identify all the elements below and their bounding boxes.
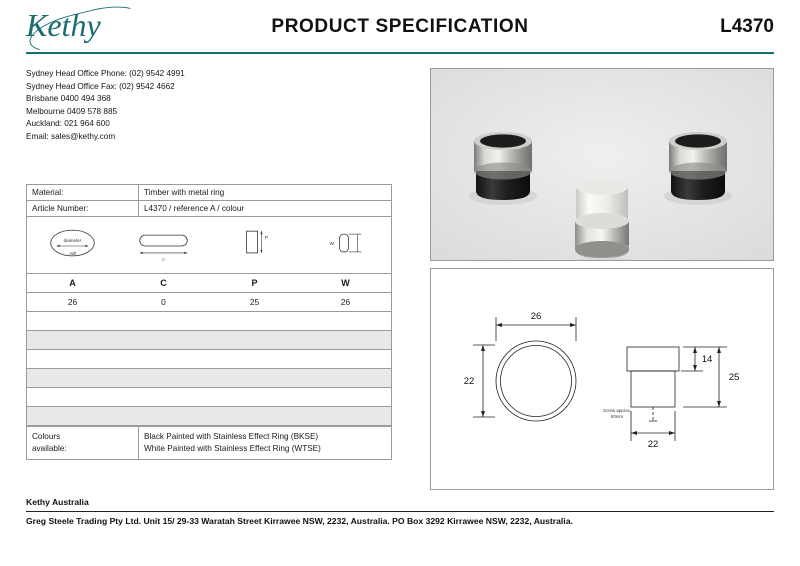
table-row-article-number xyxy=(27,201,391,217)
svg-text:W: W xyxy=(329,242,334,247)
table-row-material xyxy=(27,185,391,201)
material-value: Timber with metal ring xyxy=(144,188,225,197)
dimension-header-a: A xyxy=(69,278,76,288)
colours-label xyxy=(27,427,139,459)
logo-text: Kethy xyxy=(26,7,101,43)
table-row xyxy=(27,350,391,369)
product-photo-panel xyxy=(430,68,774,261)
contact-details xyxy=(26,68,356,144)
table-row-colours xyxy=(27,426,391,459)
dimension-header-c: C xyxy=(160,278,167,288)
technical-drawing-panel xyxy=(430,268,774,490)
contact-line: Auckland: 021 964 600 xyxy=(26,119,110,129)
cell-a: 26 xyxy=(67,297,78,307)
article-number-label: Article Number: xyxy=(27,201,139,216)
diameter-icon xyxy=(27,217,118,273)
table-row xyxy=(27,312,391,331)
dimension-icon-row xyxy=(27,217,391,274)
width-icon xyxy=(300,217,391,273)
contact-line: Sydney Head Office Phone: (02) 9542 4991 xyxy=(26,69,185,78)
dim-bottom-width: 22 xyxy=(647,439,659,450)
material-label: Material: xyxy=(27,185,139,200)
page-title: PRODUCT SPECIFICATION xyxy=(271,16,529,37)
page-header xyxy=(0,0,800,56)
technical-drawing xyxy=(431,269,773,489)
screw-note-line1: Screw approx. xyxy=(602,408,632,413)
dim-side-height: 14 xyxy=(701,354,713,365)
svg-text:diameter: diameter xyxy=(63,238,82,244)
dimension-header-p: P xyxy=(251,278,258,288)
dimension-header-w: W xyxy=(341,278,350,288)
svg-text:P: P xyxy=(264,236,269,242)
contact-line: Brisbane 0400 494 368 xyxy=(26,94,111,104)
contact-line: Melbourne 0409 578 885 xyxy=(26,106,118,116)
specification-table xyxy=(26,184,392,460)
table-row xyxy=(27,293,391,312)
dimension-header-row xyxy=(27,274,391,293)
product-code: L4370 xyxy=(720,16,774,37)
svg-text:AØ: AØ xyxy=(69,251,76,257)
screw-note-line2: 50mm xyxy=(610,414,624,419)
projection-icon xyxy=(209,217,300,273)
length-icon xyxy=(118,217,209,273)
colour-option-wtse: White Painted with Stainless Effect Ring (WTSE) xyxy=(144,444,321,453)
colours-value xyxy=(139,427,391,459)
product-photo xyxy=(431,69,773,260)
dim-top-width: 26 xyxy=(530,311,542,322)
table-row xyxy=(27,388,391,407)
table-row xyxy=(27,331,391,350)
cell-c: 0 xyxy=(161,297,166,307)
cell-p: 25 xyxy=(249,297,260,307)
footer-address: Greg Steele Trading Pty Ltd. Unit 15/ 29-33 Waratah Street Kirrawee NSW, 2232, Australia. PO Box 3292 Kirrawee NSW, 2232, Australia. xyxy=(26,516,573,526)
cell-w: 26 xyxy=(340,297,351,307)
article-number-value: L4370 / reference A / colour xyxy=(144,204,245,213)
colours-label-line2: available: xyxy=(32,444,67,453)
dim-right-height: 25 xyxy=(728,372,740,383)
footer-company: Kethy Australia xyxy=(26,497,89,507)
colour-option-bkse: Black Painted with Stainless Effect Ring (BKSE) xyxy=(144,432,319,441)
table-row xyxy=(27,369,391,388)
header-divider xyxy=(26,52,774,54)
contact-line: Sydney Head Office Fax: (02) 9542 4662 xyxy=(26,81,175,91)
contact-line: Email: sales@kethy.com xyxy=(26,131,116,141)
svg-text:c: c xyxy=(162,257,165,263)
colours-label-line1: Colours xyxy=(32,432,61,441)
dim-left-height: 22 xyxy=(463,376,475,387)
table-row xyxy=(27,407,391,426)
footer-divider xyxy=(26,511,774,512)
